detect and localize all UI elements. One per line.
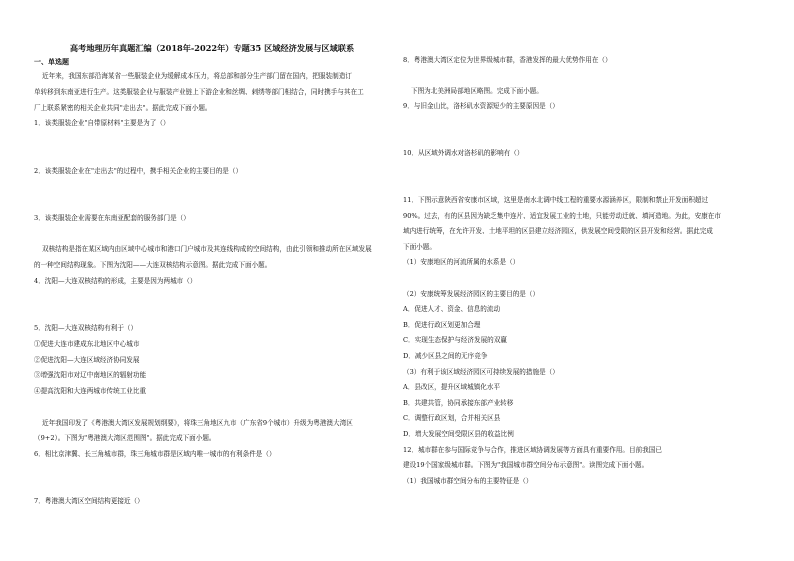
question-text: 厂上联系紧密的相关企业共同"走出去"。据此完成下面小题。 xyxy=(34,103,212,112)
section-heading: 一、单选题 xyxy=(34,58,69,66)
question-text: 7．粤港澳大湾区空间结构更接近（） xyxy=(34,497,144,506)
question-text: 6．相比京津冀、长三角城市群，珠三角城市群是区域内唯一城市的有利条件是（） xyxy=(34,450,276,458)
question-text: 域内进行统筹，在允许开发、土地平坦的区县建立经济园区，供发展空间受限的区县开发和经营。据此完成 xyxy=(403,227,713,236)
question-text: ①促进大连市建成东北地区中心城市 xyxy=(34,339,140,348)
question-text: A．促进人才、资金、信息的流动 xyxy=(403,305,501,314)
question-text: 12．城市群在参与国际竞争与合作，推进区域协调发展等方面具有重要作用。目前我国已 xyxy=(403,445,662,454)
question-text: ④提高沈阳和大连两城市传统工业比重 xyxy=(34,387,147,395)
question-text: C．调整行政区划，合并相关区县 xyxy=(403,414,501,423)
right-column xyxy=(403,0,761,561)
question-text: （9+2）。下图为"粤港澳大湾区范围图"。据此完成下面小题。 xyxy=(34,434,216,443)
page-title: 高考地理历年真题汇编（2018年-2022年）专题35 区域经济发展与区域联系 xyxy=(69,43,355,53)
question-text: 下面小题。 xyxy=(403,242,436,251)
passage-text: 双核结构是指在某区域内由区域中心城市和港口门户城市及其连线构成的空间结构，由此引领和推动所在区域发展 xyxy=(42,245,372,254)
question-text: 1．该类服装企业"自带原材料"主要是为了（） xyxy=(34,119,170,128)
question-text: 2．该类服装企业在"走出去"的过程中，携手相关企业的主要目的是（） xyxy=(34,166,243,175)
question-text: 5．沈阳—大连双核结构有利于（） xyxy=(34,324,138,332)
question-text: B．共建共管，协同承接东部产业转移 xyxy=(403,398,514,407)
question-text: D．减少区县之间的无序竞争 xyxy=(403,352,488,360)
question-text: 10．从区域外调水对洛杉矶的影响有（） xyxy=(403,149,524,158)
question-text: 单转移到东南亚进行生产。这类服装企业与服装产业链上下游企业和丝绸、刺绣等部门相结合，同时携手与其在工 xyxy=(34,87,364,96)
question-text: 9．与旧金山比，洛杉矶水资源短少的主要原因是（） xyxy=(403,102,559,111)
question-text: 的一种空间结构现象。下图为沈阳——大连双核结构示意图。据此完成下面小题。 xyxy=(34,261,272,269)
question-text: 3．该类服装企业需要在东南亚配套的服务部门是（） xyxy=(34,213,190,222)
question-text: 8．粤港澳大湾区定位为世界级城市群，香港发挥的最大优势作用在（） xyxy=(403,55,612,64)
question-text: D．增大发展空间受限区县的收益比例 xyxy=(403,430,514,438)
question-text: 90%。过去，有的区县因为缺乏集中连片、适宜发展工业的土地，只能劳动迁就、填河造地。为此，安康在市 xyxy=(403,211,721,220)
question-text: 建设19个国家级城市群。下图为"我国城市群空间分布示意图"。读图完成下面小题。 xyxy=(403,461,649,470)
question-text: （1）安康地区的河流所属的水系是（） xyxy=(403,258,520,267)
question-text: ③增强沈阳市对辽中南地区的辐射功能 xyxy=(34,371,147,380)
question-text: ②促进沈阳—大连区域经济协同发展 xyxy=(34,355,140,364)
question-text: 4．沈阳—大连双核结构的形成，主要是因为两城市（） xyxy=(34,276,197,285)
question-text: B．促进行政区划更加合理 xyxy=(403,320,481,329)
question-text: （2）安康统筹发展经济园区的主要目的是（） xyxy=(403,289,540,298)
left-column xyxy=(34,0,390,561)
question-text: C．实现生态保护与经济发展的双赢 xyxy=(403,336,507,345)
question-text: （3）有利于该区域经济园区可持续发展的措施是（） xyxy=(403,367,559,376)
passage-text: 近年来，我国东部沿海某省一些服装企业为缓解成本压力，将总部和部分生产部门留在国内，把服装制造订 xyxy=(42,72,352,80)
question-text: 11．下图示意陕西省安康市区域，这里是南水北调中线工程的重要水源涵养区，限制和禁止开发面积超过 xyxy=(403,196,709,204)
question-text: A．县改区，提升区域城镇化水平 xyxy=(403,383,501,392)
passage-text: 下图为北美洲局部地区略图。完成下面小题。 xyxy=(411,86,543,95)
question-text: （1）我国城市群空间分布的主要特征是（） xyxy=(403,476,533,485)
passage-text: 近年我国印发了《粤港澳大湾区发展规划纲要》，将珠三角地区九市（广东省9个城市）升级为粤港澳大湾区 xyxy=(42,418,353,427)
